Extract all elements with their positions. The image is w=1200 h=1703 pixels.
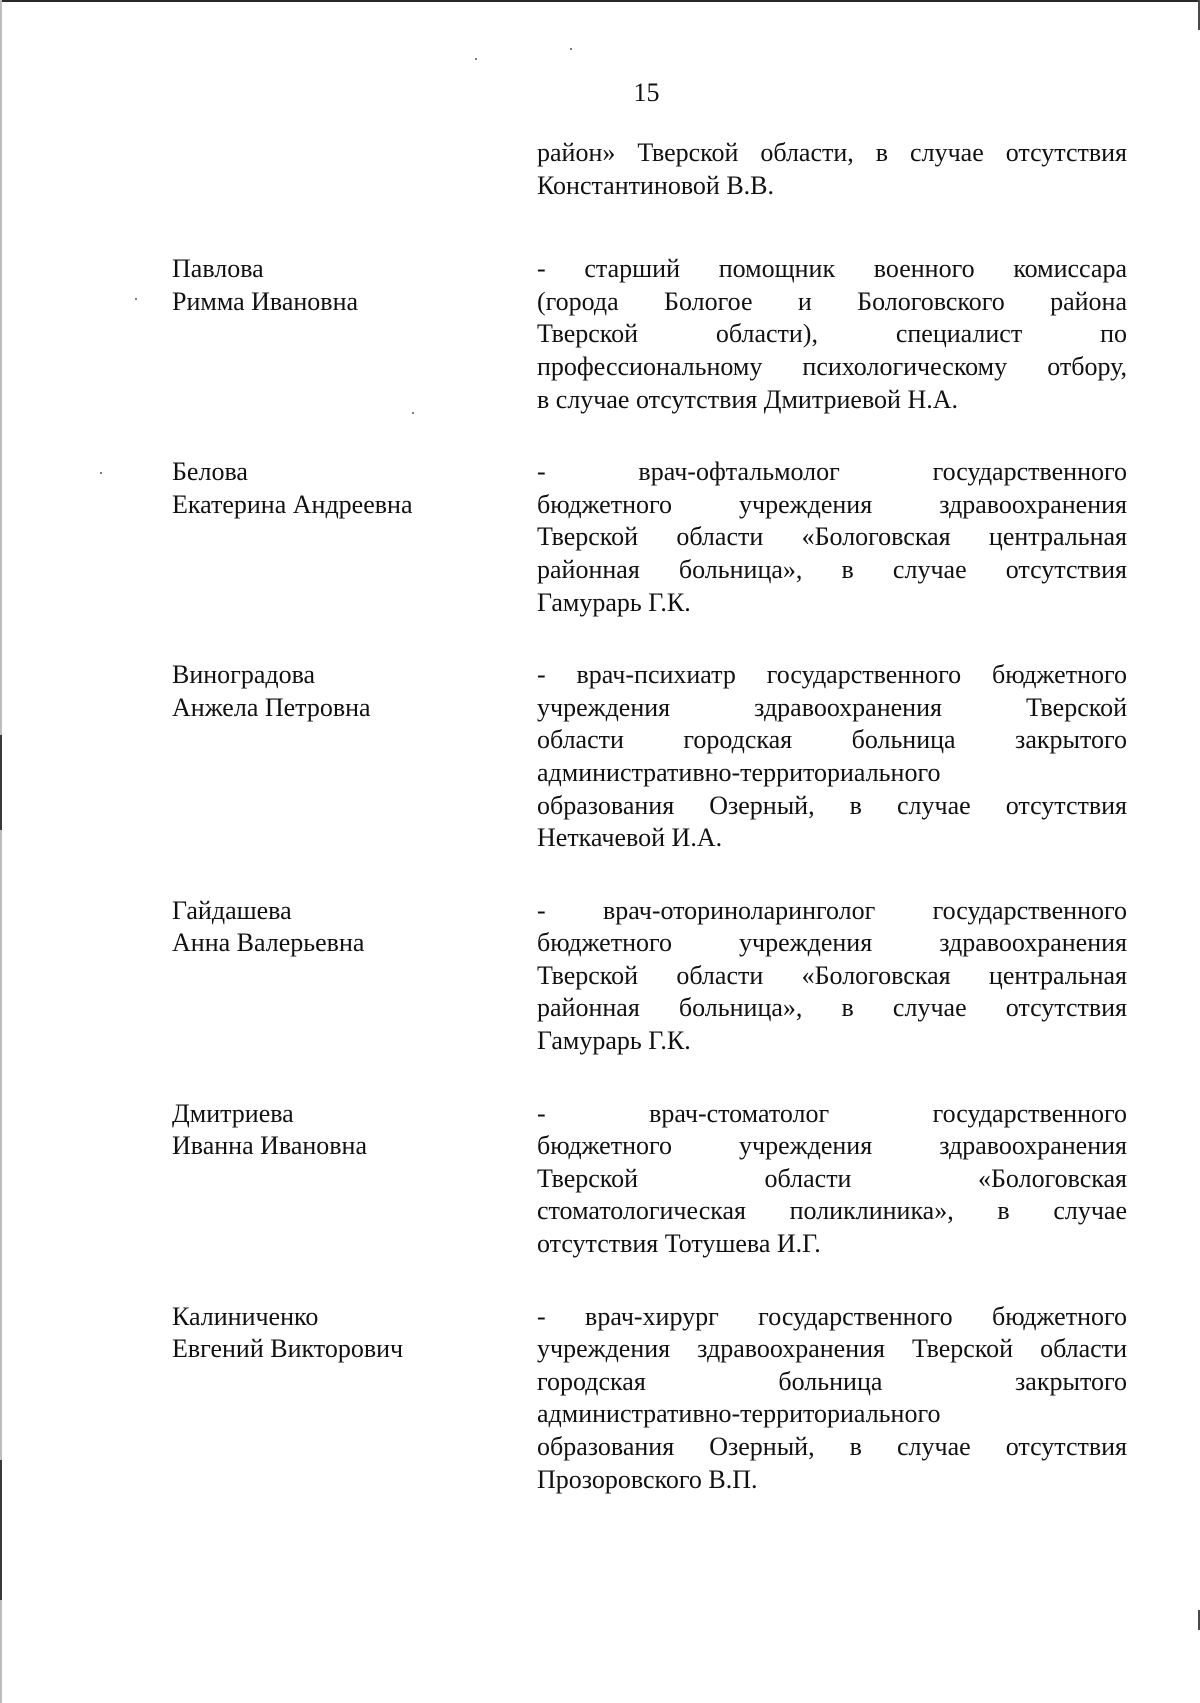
person-surname: Дмитриева xyxy=(172,1098,294,1128)
description-line: Гамурарь Г.К. xyxy=(537,587,691,617)
person-entry xyxy=(0,253,1200,416)
person-name xyxy=(172,659,472,724)
description-line: Тверской области), специалист по xyxy=(537,319,1127,349)
description-line: образования Озерный, в случае отсутствия xyxy=(537,1432,1127,1461)
description-line: районная больница», в случае отсутствия xyxy=(537,993,1127,1023)
scan-speck xyxy=(475,58,477,60)
person-given-names: Анна Валерьевна xyxy=(172,928,365,958)
person-entry xyxy=(0,1301,1200,1497)
person-entry xyxy=(0,456,1200,619)
description-line: бюджетного учреждения здравоохранения xyxy=(537,1131,1127,1161)
person-surname: Белова xyxy=(172,457,248,487)
scan-speck xyxy=(570,48,572,50)
person-position xyxy=(537,1098,1127,1261)
description-line: Константиновой В.В. xyxy=(537,170,775,200)
person-name xyxy=(172,1098,472,1163)
description-line: район» Тверской области, в случае отсутствия xyxy=(537,138,1127,167)
entries-list xyxy=(0,137,1200,1536)
person-position xyxy=(537,1301,1127,1497)
person-name xyxy=(172,895,472,960)
description-line: административно-территориального xyxy=(537,1399,941,1429)
description-line: административно-территориального xyxy=(537,757,941,787)
description-line: Тверской области «Бологовская центральная xyxy=(537,522,1127,552)
person-name xyxy=(172,456,472,521)
description-line: профессиональному психологическому отбору, xyxy=(537,351,1127,381)
person-given-names: Евгений Викторович xyxy=(172,1334,404,1364)
description-line: городская больница закрытого xyxy=(537,1366,1127,1396)
continuation-text xyxy=(537,137,1127,202)
description-line: в случае отсутствия Дмитриевой Н.А. xyxy=(537,384,959,414)
description-line: учреждения здравоохранения Тверской области xyxy=(537,1334,1127,1364)
person-given-names: Иванна Ивановна xyxy=(172,1131,368,1161)
person-entry xyxy=(0,1098,1200,1261)
page-number: 15 xyxy=(633,78,660,107)
person-name xyxy=(172,1301,472,1366)
description-line: - старший помощник военного комиссара xyxy=(537,254,1127,284)
description-line: учреждения здравоохранения Тверской xyxy=(537,692,1127,722)
person-given-names: Римма Ивановна xyxy=(172,286,359,316)
description-line: Тверской области «Бологовская xyxy=(537,1163,1127,1193)
person-surname: Павлова xyxy=(172,254,264,284)
person-given-names: Екатерина Андреевна xyxy=(172,489,413,519)
person-name xyxy=(172,253,472,318)
description-line: - врач-офтальмолог государственного xyxy=(537,457,1127,487)
person-surname: Виноградова xyxy=(172,660,316,690)
person-entry xyxy=(0,659,1200,855)
person-entry xyxy=(0,895,1200,1058)
description-line: бюджетного учреждения здравоохранения xyxy=(537,928,1127,958)
scan-edge-top xyxy=(0,0,1200,2)
person-position xyxy=(537,456,1127,619)
description-line: отсутствия Тотушева И.Г. xyxy=(537,1229,821,1259)
person-surname: Калиниченко xyxy=(172,1301,319,1331)
person-position xyxy=(537,895,1127,1058)
description-line: бюджетного учреждения здравоохранения xyxy=(537,489,1127,519)
description-line: Гамурарь Г.К. xyxy=(537,1026,691,1056)
description-line: - врач-хирург государственного бюджетного xyxy=(537,1301,1127,1331)
person-position xyxy=(537,253,1127,416)
continuation-entry xyxy=(0,137,1200,202)
description-line: районная больница», в случае отсутствия xyxy=(537,554,1127,584)
person-position xyxy=(537,659,1127,855)
person-surname: Гайдашева xyxy=(172,895,292,925)
description-line: образования Озерный, в случае отсутствия xyxy=(537,790,1127,820)
person-given-names: Анжела Петровна xyxy=(172,692,371,722)
description-line: (города Бологое и Бологовского района xyxy=(537,286,1127,316)
description-line: Тверской области «Бологовская центральная xyxy=(537,960,1127,990)
description-line: области городская больница закрытого xyxy=(537,725,1127,755)
description-line: - врач-стоматолог государственного xyxy=(537,1098,1127,1128)
description-line: стоматологическая поликлиника», в случае xyxy=(537,1196,1127,1226)
description-line: Прозоровского В.П. xyxy=(537,1464,758,1494)
description-line: Неткачевой И.А. xyxy=(537,823,723,853)
description-line: - врач-оториноларинголог государственного xyxy=(537,895,1127,925)
description-line: - врач-психиатр государственного бюджетного xyxy=(537,660,1127,690)
